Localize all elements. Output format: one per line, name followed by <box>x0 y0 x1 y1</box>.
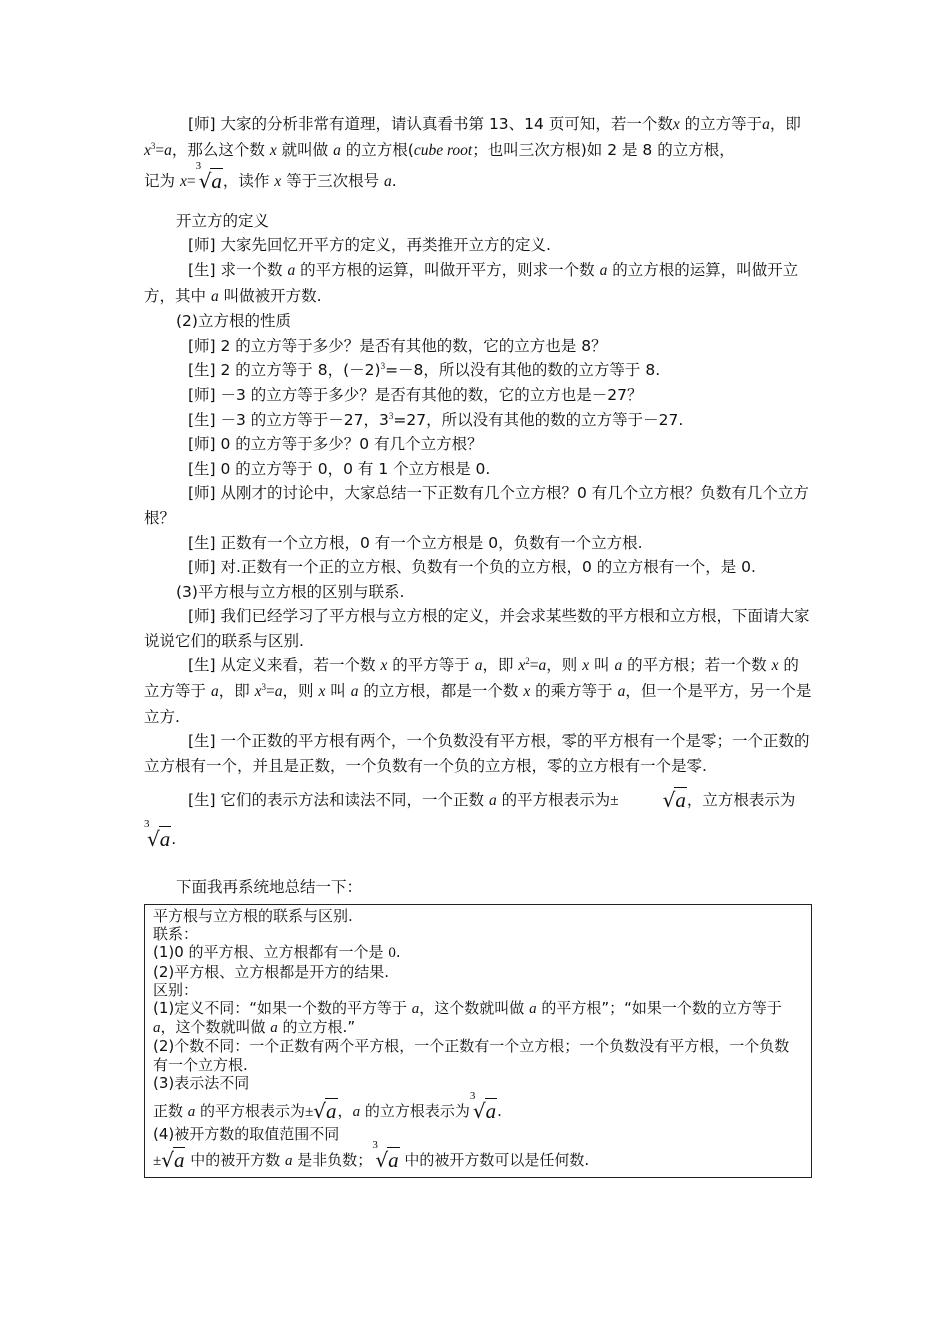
heading-cube-root-operation: 开立方的定义 <box>176 211 270 230</box>
document-page <box>144 112 812 1178</box>
student-line-3: [生] －3 的立方等于－27，$3^3=27$，所以没有其他的数的立方等于－27. <box>188 410 684 429</box>
paragraph-cube-root-notation: 记为 x= 3 √a，读作 x 等于三次根号 a. <box>144 160 397 194</box>
cube-root-symbol: 3 √a <box>469 1090 497 1124</box>
summary-difference-3-detail: 正数 a 的平方根表示为±√a，a 的立方根表示为 3 √a. <box>153 1090 502 1124</box>
cube-root-symbol: 3 √a <box>144 818 171 852</box>
square-root-symbol: √a <box>313 1099 337 1124</box>
teacher-line-6: [师] 对.正数有一个正的立方根、负数有一个负的立方根，0 的立方根有一个，是 0. <box>188 558 756 577</box>
summary-title: 平方根与立方根的联系与区别. <box>153 907 353 926</box>
summary-box <box>144 904 812 1178</box>
summary-difference-3: (3)表示法不同 <box>153 1073 250 1092</box>
student-line-5: [生] 正数有一个立方根，0 有一个立方根是 0，负数有一个立方根. <box>188 533 643 552</box>
heading-cube-root-properties: (2)立方根的性质 <box>176 312 291 331</box>
summary-difference-1: (1)定义不同：“如果一个数的平方等于 a，这个数就叫做 a 的平方根”；“如果一个数的立方等于 a，这个数就叫做 a 的立方根.” <box>153 999 782 1037</box>
student-line-8-cont: 3 √a. <box>144 818 177 852</box>
student-line-7: [生] 一个正数的平方根有两个，一个负数没有平方根，零的平方根有一个是零；一个正数的立方根有一个，并且是正数，一个负数有一个负的立方根，零的立方根有一个是零. <box>144 732 810 775</box>
paragraph-cube-root-definition: [师] 大家的分析非常有道理，请认真看书第 13、14 页可知，若一个数x 的立方等于a，即 $x^3=a$，那么这个数 x 就叫做 a 的立方根(cube root；也叫三次方根)如 2 是 8 的立方根， <box>144 115 801 159</box>
summary-relation-1: (1)0 的平方根、立方根都有一个是 0. <box>153 943 401 962</box>
summary-relation-2: (2)平方根、立方根都是开方的结果. <box>153 962 390 981</box>
summary-difference-4: (4)被开方数的取值范围不同 <box>153 1125 340 1144</box>
summary-relation-label: 联系： <box>153 925 199 944</box>
summary-intro: 下面我再系统地总结一下： <box>176 878 363 897</box>
square-root-symbol: √a <box>662 788 686 813</box>
teacher-line-3: [师] －3 的立方等于多少？是否有其他的数，它的立方也是－27？ <box>188 385 643 404</box>
summary-difference-4-detail: ±√a 中的被开方数 a 是非负数； 3 √a 中的被开方数可以是任何数. <box>153 1139 590 1173</box>
student-line-8: [生] 它们的表示方法和读法不同，一个正数 a 的平方根表示为± √a，立方根表示为 <box>188 788 796 813</box>
teacher-line-5: [师] 从刚才的讨论中，大家总结一下正数有几个立方根？0 有几个立方根？负数有几个立方根？ <box>144 484 809 527</box>
teacher-line-4: [师] 0 的立方等于多少？0 有几个立方根？ <box>188 435 483 454</box>
student-line-6: [生] 从定义来看，若一个数 x 的平方等于 a，即 $x^2=a$，则 x 叫 a 的平方根；若一个数 x 的立方等于 a，即 $x^3=a$，则 x 叫 a 的立方根，都是一个数 x 的乘方等于 a，但一个是平方，另一个是立方. <box>144 656 812 726</box>
student-line-4: [生] 0 的立方等于 0，0 有 1 个立方根是 0. <box>188 459 491 478</box>
teacher-line-2: [师] 2 的立方等于多少？是否有其他的数，它的立方也是 8？ <box>188 336 607 355</box>
square-root-symbol: √a <box>161 1148 185 1173</box>
student-line-2: [生] 2 的立方等于 8，$(-2)^3=-8$，所以没有其他的数的立方等于 8. <box>188 361 661 380</box>
summary-difference-2: (2)个数不同：一个正数有两个平方根，一个正数有一个立方根；一个负数没有平方根，一个负数有一个立方根. <box>153 1037 790 1074</box>
cube-root-symbol: 3 √a <box>372 1139 399 1173</box>
summary-difference-label: 区别： <box>153 980 199 999</box>
student-line-1: [生] 求一个数 a 的平方根的运算，叫做开平方，则求一个数 a 的立方根的运算，叫做开立方，其中 a 叫做被开方数. <box>144 260 799 305</box>
heading-difference-and-relation: (3)平方根与立方根的区别与联系. <box>176 582 405 601</box>
teacher-line-7: [师] 我们已经学习了平方根与立方根的定义，并会求某些数的平方根和立方根，下面请大家说说它们的联系与区别. <box>144 607 810 650</box>
teacher-line-1: [师] 大家先回忆开平方的定义，再类推开立方的定义. <box>188 236 551 255</box>
cube-root-symbol: 3 √a <box>195 160 222 194</box>
